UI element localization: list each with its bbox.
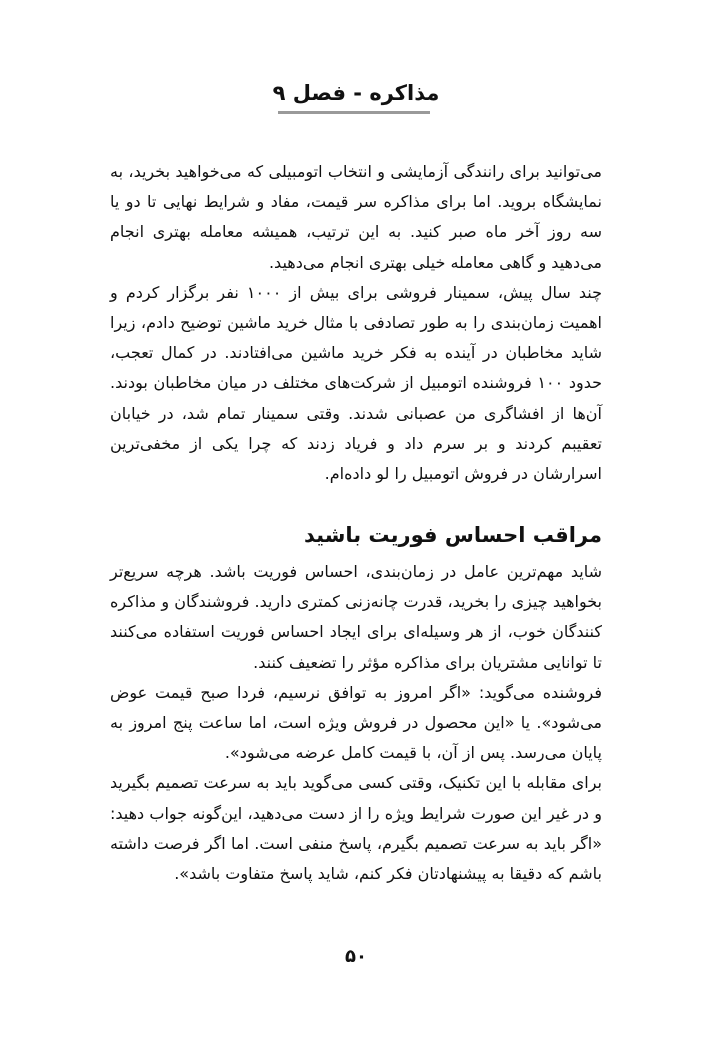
paragraph-2: چند سال پیش، سمینار فروشی برای بیش از ۱۰۰۰ نفر برگزار کردم و اهمیت زمان‌بندی را به طور تصادفی با مثال خرید ماشین توضیح دادم، زیرا شاید مخاطبان در آینده به فکر خرید ماشین می‌افتادند. در کمال تعجب، حدود ۱۰۰ فروشنده اتومبیل از شرکت‌های مختلف در میان مخاطبان بودند. آن‌ها از افشاگری من عصبانی شدند. وقتی سمینار تمام شد، در خیابان تعقیبم کردند و بر سرم داد و فریاد زدند که چرا یکی از مخفی‌ترین اسرارشان در فروش اتومبیل را لو داده‌ام. [110, 282, 602, 484]
paragraph-4: فروشنده می‌گوید: «اگر امروز به توافق نرسیم، فردا صبح قیمت عوض می‌شود». یا «این محصول در فروش ویژه است، اما ساعت پنج امروز به پایان می‌رسد. پس از آن، با قیمت کامل عرضه می‌شود». [110, 682, 602, 763]
section-heading: مراقب احساس فوریت باشید [304, 523, 602, 547]
chapter-header [0, 78, 712, 114]
paragraph-5: برای مقابله با این تکنیک، وقتی کسی می‌گوید باید به سرعت تصمیم بگیرید و در غیر این صورت شرایط ویژه را از دست می‌دهید، این‌گونه جواب دهید: «اگر باید به سرعت تصمیم بگیرم، پاسخ منفی است. اما اگر فرصت داشته باشم که دقیقا به پیشنهادتان فکر کنم، شاید پاسخ متفاوت باشد». [110, 773, 602, 884]
paragraph-3: شاید مهم‌ترین عامل در زمان‌بندی، احساس فوریت باشد. هرچه سریع‌تر بخواهید چیزی را بخرید، قدرت چانه‌زنی کمتری دارید. فروشندگان و مذاکره کنندگان خوب، از هر وسیله‌ای برای ایجاد احساس فوریت استفاده می‌کنند تا توانایی مشتریان برای مذاکره مؤثر را تضعیف کنند. [110, 562, 602, 672]
paragraph-1: می‌توانید برای رانندگی آزمایشی و انتخاب اتومبیلی که می‌خواهید بخرید، به نمایشگاه بروید. اما برای مذاکره سر قیمت، مفاد و شرایط نهایی تا دو یا سه روز آخر ماه صبر کنید. به این ترتیب، همیشه معامله بهتری انجام می‌دهید و گاهی معامله خیلی بهتری انجام می‌دهید. [110, 162, 602, 272]
header-underline [278, 111, 430, 114]
body-text-bottom [110, 557, 602, 889]
chapter-title: مذاکره - فصل ۹ [272, 81, 440, 105]
page-number: ۵۰ [345, 946, 367, 967]
body-text-top [110, 157, 602, 489]
